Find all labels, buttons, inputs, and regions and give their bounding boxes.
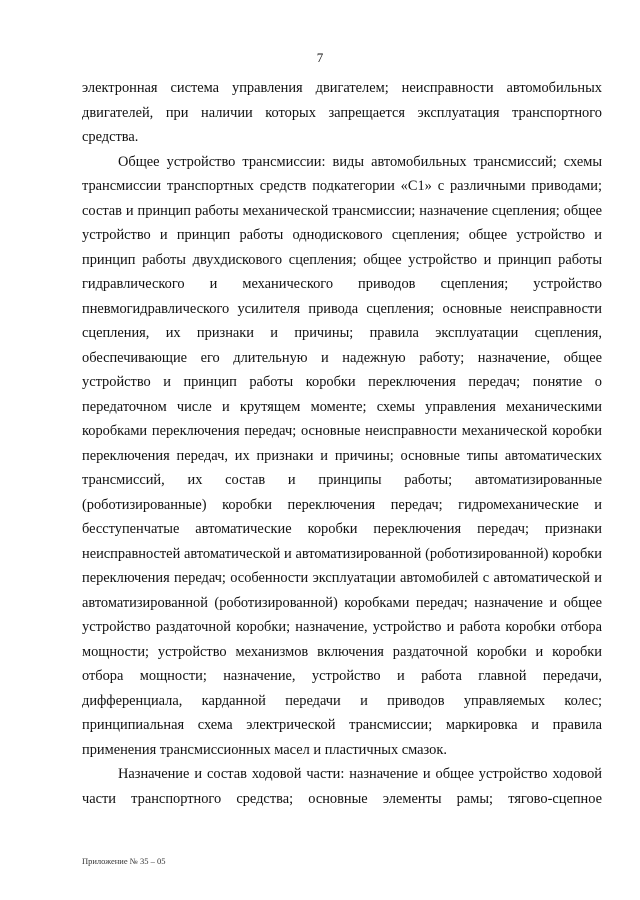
page-number: 7 bbox=[316, 50, 324, 65]
page-footer: Приложение № 35 – 05 bbox=[82, 856, 166, 866]
paragraph-running-gear: Назначение и состав ходовой части: назначение и общее устройство ходовой части транспортного средства; основные элементы рамы; тягово-сцепное bbox=[82, 766, 602, 807]
paragraph-continuation: электронная система управления двигателем; неисправности автомобильных двигателей, при наличии которых запрещается эксплуатация транспортного средства. bbox=[82, 80, 602, 145]
document-body bbox=[82, 76, 602, 811]
paragraph-transmission: Общее устройство трансмиссии: виды автомобильных трансмиссий; схемы трансмиссии транспортных средств подкатегории «C1» с различными приводами; состав и принцип работы механической трансмиссии; назначение сцепления; общее устройство и принцип работы однодискового сцепления; общее устройство и принцип работы двухдискового сцепления; общее устройство и принцип работы гидравлического и механического приводов сцепления; устройство пневмогидравлического усилителя привода сцепления; основные неисправности сцепления, их признаки и причины; правила эксплуатации сцепления, обеспечивающие его длительную и надежную работу; назначение, общее устройство и принцип работы коробки переключения передач; понятие о передаточном числе и крутящем моменте; схемы управления механическими коробками переключения передач; основные неисправности механической коробки переключения передач, их признаки и причины; основные типы автоматических трансмиссий, их состав и принципы работы; автоматизированные (роботизированные) коробки переключения передач; гидромеханические и бесступенчатые автоматические коробки переключения передач; признаки неисправностей автоматической и автоматизированной (роботизированной) коробки переключения передач; особенности эксплуатации автомобилей с автоматической и автоматизированной (роботизированной) коробками передач; назначение и общее устройство раздаточной коробки; назначение, устройство и работа коробки отбора мощности; устройство механизмов включения раздаточной коробки и коробки отбора мощности; назначение, устройство и работа главной передачи, дифференциала, карданной передачи и приводов управляемых колес; принципиальная схема электрической трансмиссии; маркировка и правила применения трансмиссионных масел и пластичных смазок. bbox=[82, 153, 602, 758]
